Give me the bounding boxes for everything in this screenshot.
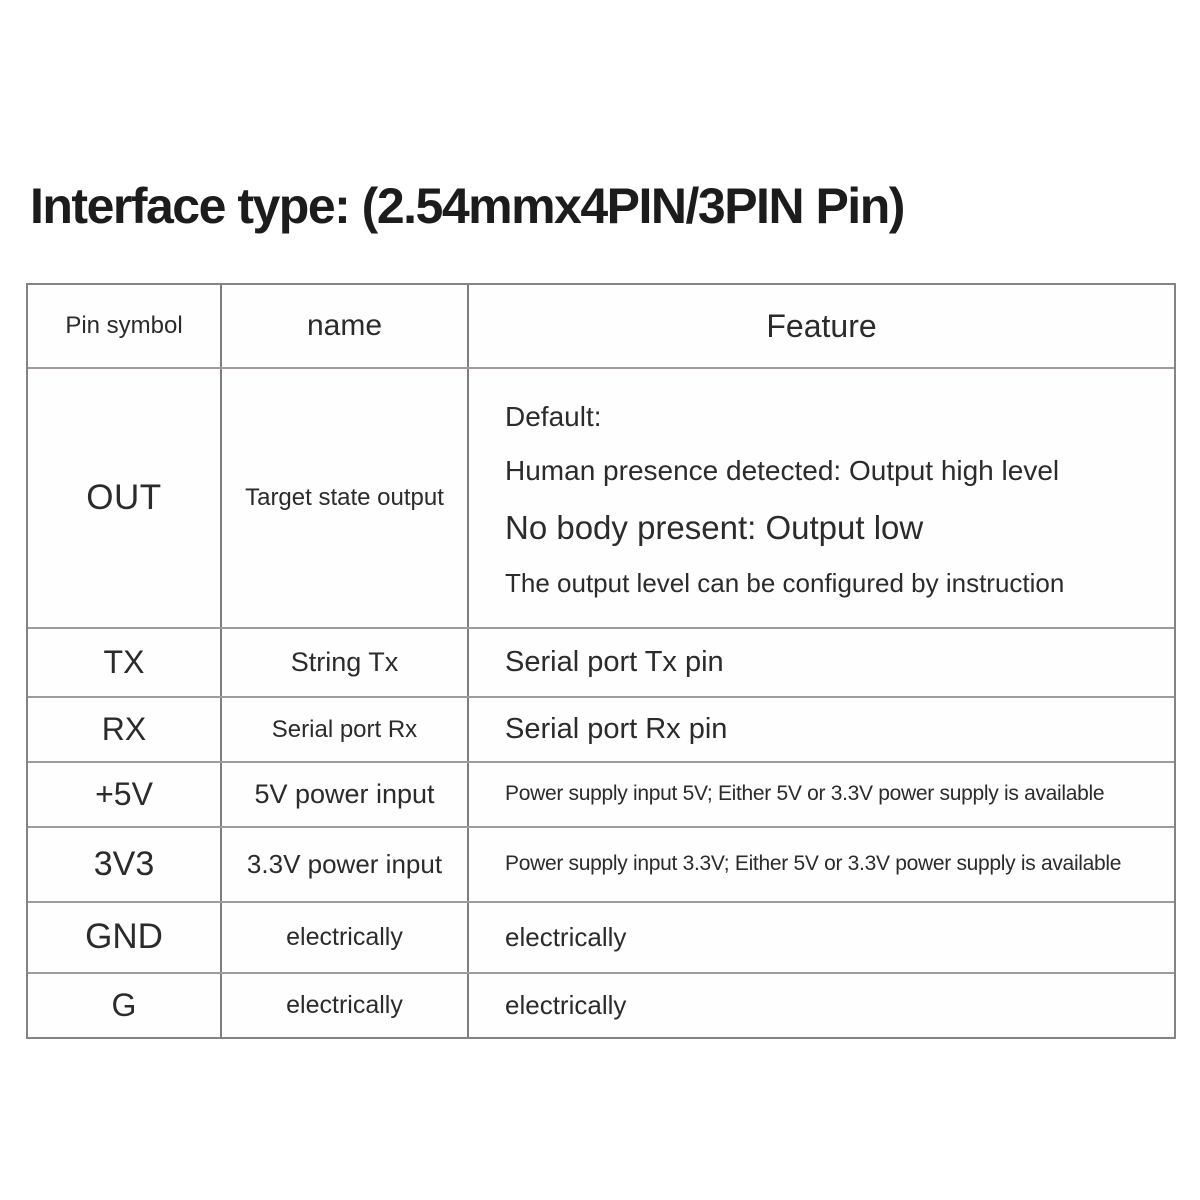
table-row-gnd [28, 901, 1174, 972]
pin-feature: Power supply input 3.3V; Either 5V or 3.3V power supply is available [467, 828, 1174, 901]
feature-line: The output level can be configured by instruction [505, 568, 1065, 599]
pin-symbol: +5V [95, 776, 153, 813]
header-name: name [220, 285, 467, 367]
pin-feature: Serial port Tx pin [467, 629, 1174, 696]
pin-symbol: G [111, 987, 137, 1024]
table-row-tx [28, 627, 1174, 696]
pin-feature [467, 369, 1174, 627]
feature-line: No body present: Output low [505, 509, 924, 547]
pin-name: Serial port Rx [220, 698, 467, 761]
pin-symbol: RX [101, 711, 147, 748]
pin-name: Target state output [220, 369, 467, 627]
pin-name: electrically [220, 903, 467, 972]
page-title: Interface type: (2.54mmx4PIN/3PIN Pin) [30, 178, 904, 234]
pin-symbol: TX [103, 644, 145, 681]
feature-line: Human presence detected: Output high level [505, 455, 1060, 487]
pin-name: 3.3V power input [220, 828, 467, 901]
table-row-rx [28, 696, 1174, 761]
pin-interface-table [26, 283, 1176, 1039]
pin-symbol: GND [85, 917, 163, 957]
feature-line: Default: [505, 400, 602, 432]
header-pin-symbol: Pin symbol [65, 312, 183, 340]
pin-feature: electrically [467, 974, 1174, 1037]
pin-feature: Power supply input 5V; Either 5V or 3.3V power supply is available [467, 763, 1174, 826]
table-row-5v [28, 761, 1174, 826]
table-row-3v3 [28, 826, 1174, 901]
pin-name: electrically [220, 974, 467, 1037]
table-header-row [28, 285, 1174, 367]
table-row-out [28, 367, 1174, 627]
pin-feature: electrically [467, 903, 1174, 972]
table-row-g [28, 972, 1174, 1037]
pin-symbol: OUT [86, 477, 162, 517]
header-feature: Feature [467, 285, 1174, 367]
pin-name: String Tx [220, 629, 467, 696]
pin-feature: Serial port Rx pin [467, 698, 1174, 761]
pin-name: 5V power input [220, 763, 467, 826]
pin-symbol: 3V3 [93, 844, 155, 883]
